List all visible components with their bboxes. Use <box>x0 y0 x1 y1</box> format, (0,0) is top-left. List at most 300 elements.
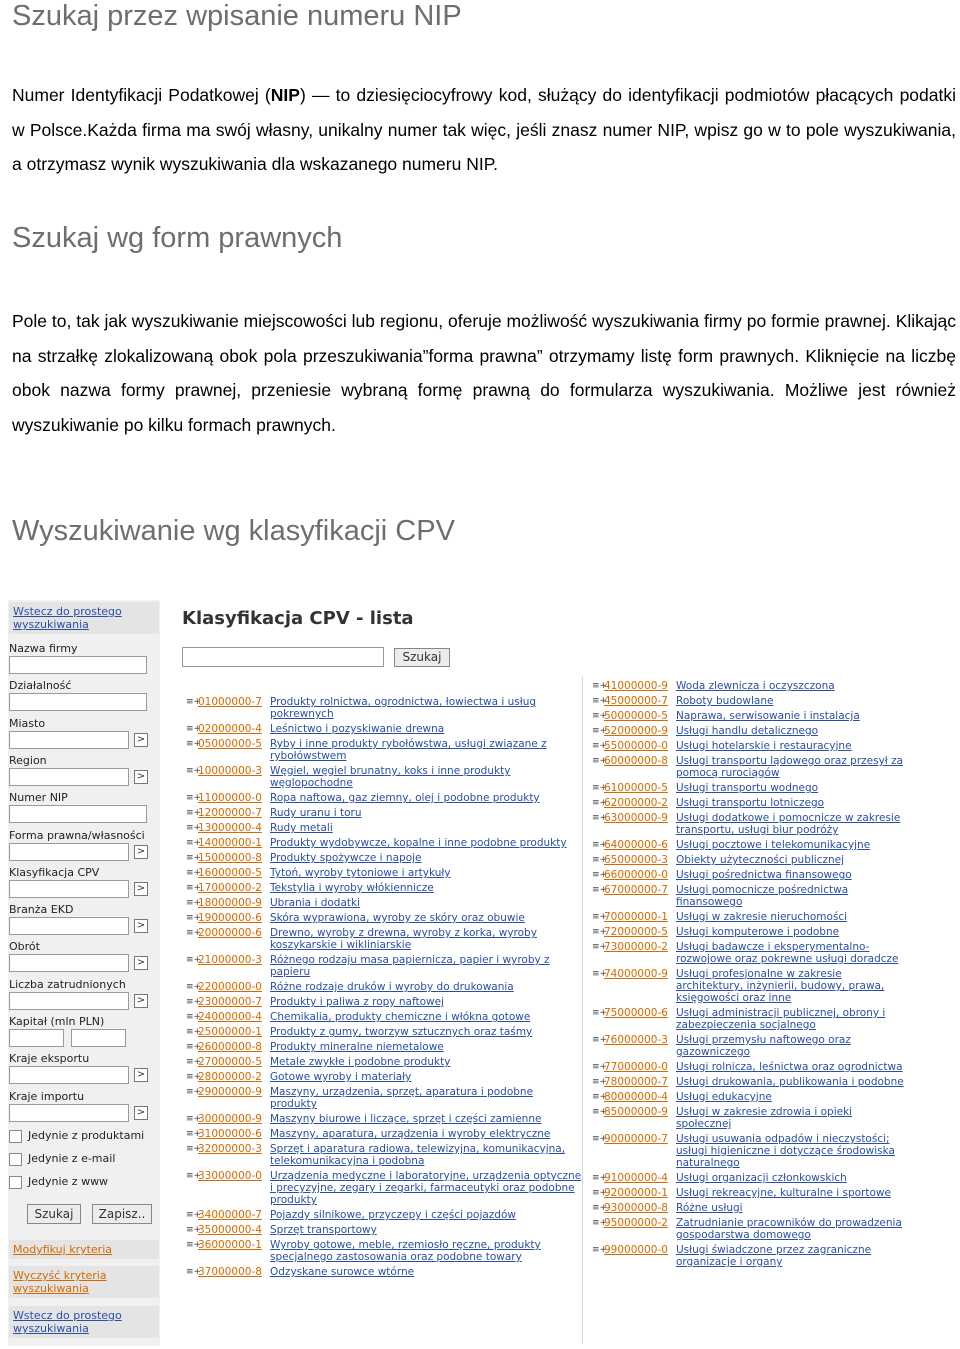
expand-icon[interactable]: ≡+ <box>592 840 608 850</box>
field-arrow-12[interactable]: > <box>134 1106 148 1120</box>
cpv-row <box>592 1034 910 1058</box>
cpv-description-link[interactable]: Usługi transportu wodnego <box>676 782 819 794</box>
expand-icon[interactable]: ≡+ <box>186 766 202 776</box>
cpv-description-link[interactable]: Węgiel, węgiel brunatny, koks i inne produkty węglopochodne <box>270 765 511 789</box>
field-arrow-8[interactable]: > <box>134 956 148 970</box>
expand-icon[interactable]: ≡+ <box>592 855 608 865</box>
cpv-description-link[interactable]: Maszyny, urządzenia, sprzęt, aparatura i podobne produkty <box>270 1086 534 1110</box>
cpv-row <box>592 1202 910 1214</box>
cpv-code-link[interactable]: 93000000-8 <box>604 1202 668 1214</box>
cpv-code-link[interactable]: 28000000-2 <box>198 1071 262 1083</box>
checkbox-2[interactable] <box>9 1176 22 1189</box>
expand-icon[interactable]: ≡+ <box>186 997 202 1007</box>
nip-paragraph-text-1: Numer Identyfikacji Podatkowej ( <box>12 85 271 105</box>
cpv-code-link[interactable]: 19000000-6 <box>198 912 262 924</box>
cpv-row <box>186 882 582 894</box>
cpv-description-link[interactable]: Różnego rodzaju masa papiernicza, papier i wyroby z papieru <box>270 954 550 978</box>
nip-paragraph <box>12 78 956 182</box>
cpv-description-link[interactable]: Produkty z gumy, tworzyw sztucznych oraz taśmy <box>270 1026 533 1038</box>
expand-icon[interactable]: ≡+ <box>186 1042 202 1052</box>
cpv-row <box>186 1056 582 1068</box>
cpv-row <box>186 1026 582 1038</box>
back-bottom-box <box>9 1306 159 1338</box>
cpv-description-link[interactable]: Usługi w zakresie zdrowia i opieki społecznej <box>676 1106 853 1130</box>
cpv-row <box>186 765 582 789</box>
search-sidebar <box>8 600 160 1346</box>
cpv-row <box>592 869 910 881</box>
cpv-row <box>592 1076 910 1088</box>
checkbox-label-1: Jedynie z e-mail <box>28 1152 116 1165</box>
cpv-description-link[interactable]: Produkty mineralne niemetalowe <box>270 1041 444 1053</box>
expand-icon[interactable]: ≡+ <box>186 1240 202 1250</box>
field-input-capital-max[interactable] <box>71 1029 126 1047</box>
expand-icon[interactable]: ≡+ <box>186 982 202 992</box>
cpv-description-link[interactable]: Tytoń, wyroby tytoniowe i artykuły <box>270 867 451 879</box>
cpv-description-link[interactable]: Sprzęt transportowy <box>270 1224 377 1236</box>
cpv-code-link[interactable]: 27000000-5 <box>198 1056 262 1068</box>
cpv-code-link[interactable]: 11000000-0 <box>198 792 262 804</box>
cpv-code-link[interactable]: 14000000-1 <box>198 837 262 849</box>
sidebar-save-button[interactable]: Zapisz.. <box>92 1204 152 1224</box>
field-input-12[interactable] <box>9 1104 129 1122</box>
expand-icon[interactable]: ≡+ <box>592 942 608 952</box>
field-input-8[interactable] <box>9 954 129 972</box>
cpv-row <box>186 867 582 879</box>
cpv-code-link[interactable]: 66000000-0 <box>604 869 668 881</box>
back-to-simple-search-link[interactable]: Wstecz do prostego wyszukiwania <box>13 605 122 631</box>
expand-icon[interactable]: ≡+ <box>592 711 608 721</box>
cpv-row <box>592 884 910 908</box>
cpv-code-link[interactable]: 78000000-7 <box>604 1076 668 1088</box>
field-label-12: Kraje importu <box>9 1089 85 1103</box>
expand-icon[interactable]: ≡+ <box>186 883 202 893</box>
expand-icon[interactable]: ≡+ <box>592 1062 608 1072</box>
expand-icon[interactable]: ≡+ <box>592 1134 608 1144</box>
cpv-row <box>186 1170 582 1206</box>
cpv-code-link[interactable]: 91000000-4 <box>604 1172 668 1184</box>
cpv-description-link[interactable]: Usługi pomocnicze pośrednictwa finansowego <box>676 884 849 908</box>
modify-criteria-link[interactable]: Modyfikuj kryteria <box>13 1243 112 1256</box>
cpv-row <box>592 1217 910 1241</box>
expand-icon[interactable]: ≡+ <box>592 1077 608 1087</box>
cpv-code-link[interactable]: 70000000-1 <box>604 911 668 923</box>
cpv-description-link[interactable]: Rudy metali <box>270 822 333 834</box>
expand-icon[interactable]: ≡+ <box>186 793 202 803</box>
cpv-code-link[interactable]: 17000000-2 <box>198 882 262 894</box>
cpv-description-link[interactable]: Usługi rekreacyjne, kulturalne i sportowe <box>676 1187 891 1199</box>
cpv-description-link[interactable]: Usługi w zakresie nieruchomości <box>676 911 848 923</box>
expand-icon[interactable]: ≡+ <box>186 1114 202 1124</box>
cpv-code-link[interactable]: 99000000-0 <box>604 1244 668 1256</box>
cpv-description-link[interactable]: Drewno, wyroby z drewna, wyroby z korka, wyroby koszykarskie i wikliniarskie <box>270 927 537 951</box>
field-arrow-9[interactable]: > <box>134 994 148 1008</box>
expand-icon[interactable]: ≡+ <box>592 1218 608 1228</box>
field-input-2[interactable] <box>9 731 129 749</box>
cpv-row <box>186 738 582 762</box>
field-label-2: Miasto <box>9 716 46 730</box>
cpv-code-link[interactable]: 63000000-9 <box>604 812 668 824</box>
cpv-code-link[interactable]: 31000000-6 <box>198 1128 262 1140</box>
cpv-row <box>186 1113 582 1125</box>
expand-icon[interactable]: ≡+ <box>592 741 608 751</box>
cpv-description-link[interactable]: Usługi handlu detalicznego <box>676 725 819 737</box>
field-input-6[interactable] <box>9 880 129 898</box>
cpv-code-link[interactable]: 12000000-7 <box>198 807 262 819</box>
expand-icon[interactable]: ≡+ <box>592 783 608 793</box>
cpv-code-link[interactable]: 30000000-9 <box>198 1113 262 1125</box>
field-arrow-5[interactable]: > <box>134 845 148 859</box>
expand-icon[interactable]: ≡+ <box>592 756 608 766</box>
expand-icon[interactable]: ≡+ <box>592 927 608 937</box>
cpv-row <box>592 926 910 938</box>
cpv-row <box>592 695 910 707</box>
field-input-10[interactable] <box>9 1029 64 1047</box>
cpv-description-link[interactable]: Usługi edukacyjne <box>676 1091 772 1103</box>
cpv-row <box>186 1128 582 1140</box>
cpv-code-link[interactable]: 29000000-9 <box>198 1086 262 1098</box>
cpv-description-link[interactable]: Produkty wydobywcze, kopalne i inne podobne produkty <box>270 837 567 849</box>
cpv-row <box>592 854 910 866</box>
expand-icon[interactable]: ≡+ <box>186 724 202 734</box>
expand-icon[interactable]: ≡+ <box>186 1072 202 1082</box>
field-input-9[interactable] <box>9 992 129 1010</box>
checkbox-0[interactable] <box>9 1130 22 1143</box>
cpv-code-link[interactable]: 10000000-3 <box>198 765 262 777</box>
cpv-row <box>592 782 910 794</box>
cpv-description-link[interactable]: Produkty rolnictwa, ogrodnictwa, łowiectwa i usług pokrewnych <box>270 696 537 720</box>
cpv-code-link[interactable]: 41000000-9 <box>604 680 668 692</box>
cpv-row <box>186 1224 582 1236</box>
field-input-0[interactable] <box>9 656 147 674</box>
expand-icon[interactable]: ≡+ <box>186 1057 202 1067</box>
cpv-code-link[interactable]: 45000000-7 <box>604 695 668 707</box>
field-label-5: Forma prawna/własności <box>9 828 145 842</box>
expand-icon[interactable]: ≡+ <box>592 1107 608 1117</box>
expand-icon[interactable]: ≡+ <box>592 1008 608 1018</box>
expand-icon[interactable]: ≡+ <box>186 955 202 965</box>
cpv-code-link[interactable]: 67000000-7 <box>604 884 668 896</box>
cpv-row <box>592 911 910 923</box>
checkbox-label-0: Jedynie z produktami <box>28 1129 145 1142</box>
field-label-10: Kapitał (mln PLN) <box>9 1015 105 1028</box>
cpv-code-link[interactable]: 34000000-7 <box>198 1209 262 1221</box>
cpv-description-link[interactable]: Usługi komputerowe i podobne <box>676 926 840 938</box>
expand-icon[interactable]: ≡+ <box>592 1092 608 1102</box>
cpv-description-link[interactable]: Roboty budowlane <box>676 695 774 707</box>
cpv-code-link[interactable]: 36000000-1 <box>198 1239 262 1251</box>
expand-icon[interactable]: ≡+ <box>186 1012 202 1022</box>
cpv-code-link[interactable]: 76000000-3 <box>604 1034 668 1046</box>
expand-icon[interactable]: ≡+ <box>186 823 202 833</box>
cpv-description-link[interactable]: Pojazdy silnikowe, przyczepy i części pojazdów <box>270 1209 516 1221</box>
cpv-description-link[interactable]: Produkty i paliwa z ropy naftowej <box>270 996 444 1008</box>
cpv-code-link[interactable]: 72000000-5 <box>604 926 668 938</box>
cpv-list-right <box>592 680 910 1271</box>
cpv-description-link[interactable]: Produkty spożywcze i napoje <box>270 852 422 864</box>
cpv-code-link[interactable]: 90000000-7 <box>604 1133 668 1145</box>
field-arrow-6[interactable]: > <box>134 882 148 896</box>
cpv-row <box>186 822 582 834</box>
cpv-code-link[interactable]: 61000000-5 <box>604 782 668 794</box>
cpv-description-link[interactable]: Usługi badawcze i eksperymentalno-rozwojowe oraz pokrewne usługi doradcze <box>676 941 899 965</box>
cpv-description-link[interactable]: Maszyny biurowe i liczące, sprzęt i części zamienne <box>270 1113 542 1125</box>
cpv-description-link[interactable]: Tekstylia i wyroby włókiennicze <box>270 882 434 894</box>
section-heading-nip: Szukaj przez wpisanie numeru NIP <box>12 0 462 32</box>
cpv-list-left <box>186 696 582 1281</box>
cpv-code-link[interactable]: 77000000-0 <box>604 1061 668 1073</box>
expand-icon[interactable]: ≡+ <box>186 697 202 707</box>
cpv-code-link[interactable]: 35000000-4 <box>198 1224 262 1236</box>
cpv-description-link[interactable]: Usługi dodatkowe i pomocnicze w zakresie transportu, usługi biur podróży <box>676 812 901 836</box>
nip-abbrev: NIP <box>270 85 300 105</box>
field-input-11[interactable] <box>9 1066 129 1084</box>
expand-icon[interactable]: ≡+ <box>186 838 202 848</box>
expand-icon[interactable]: ≡+ <box>592 969 608 979</box>
cpv-description-link[interactable]: Ubrania i dodatki <box>270 897 361 909</box>
field-input-4[interactable] <box>9 805 147 823</box>
cpv-description-link[interactable]: Usługi pośrednictwa finansowego <box>676 869 852 881</box>
cpv-code-link[interactable]: 60000000-8 <box>604 755 668 767</box>
field-input-1[interactable] <box>9 693 147 711</box>
cpv-description-link[interactable]: Woda zlewnicza i oczyszczona <box>676 680 835 692</box>
cpv-row <box>592 812 910 836</box>
cpv-description-link[interactable]: Rudy uranu i toru <box>270 807 362 819</box>
cpv-row <box>186 897 582 909</box>
cpv-code-link[interactable]: 18000000-9 <box>198 897 262 909</box>
cpv-code-link[interactable]: 80000000-4 <box>604 1091 668 1103</box>
expand-icon[interactable]: ≡+ <box>186 853 202 863</box>
cpv-description-link[interactable]: Usługi rolnicza, leśnictwa oraz ogrodnictwa <box>676 1061 903 1073</box>
cpv-row <box>592 968 910 1004</box>
cpv-description-link[interactable]: Usługi hotelarskie i restauracyjne <box>676 740 852 752</box>
cpv-description-link[interactable]: Usługi transportu lotniczego <box>676 797 825 809</box>
cpv-description-link[interactable]: Usługi profesjonalne w zakresie architektury, inżynierii, budowy, prawa, księgowości oraz inne <box>676 968 885 1004</box>
cpv-description-link[interactable]: Odzyskane surowce wtórne <box>270 1266 415 1278</box>
section-heading-cpv: Wyszukiwanie wg klasyfikacji CPV <box>12 515 455 547</box>
expand-icon[interactable]: ≡+ <box>592 1188 608 1198</box>
expand-icon[interactable]: ≡+ <box>592 885 608 895</box>
clear-box <box>9 1266 159 1298</box>
nip-paragraph-text-2: ) — to dziesięciocyfrowy kod, służący do identyfikacji podmiotów płacących podatki w Polsce.Każda firma ma swój własny, unikalny numer tak więc, jeśli znasz numer NIP, wpisz go w to pole wyszukiwania, a otrzymasz wynik wyszukiwania dla wskazanego numeru NIP. <box>12 85 956 174</box>
cpv-code-link[interactable]: 23000000-7 <box>198 996 262 1008</box>
expand-icon[interactable]: ≡+ <box>186 1129 202 1139</box>
cpv-description-link[interactable]: Metale zwykłe i podobne produkty <box>270 1056 451 1068</box>
expand-icon[interactable]: ≡+ <box>186 928 202 938</box>
field-label-8: Obrót <box>9 940 40 954</box>
cpv-description-link[interactable]: Usługi świadczone przez zagraniczne organizacje i organy <box>676 1244 872 1268</box>
cpv-description-link[interactable]: Chemikalia, produkty chemiczne i włókna gotowe <box>270 1011 531 1023</box>
cpv-description-link[interactable]: Skóra wyprawiona, wyroby ze skóry oraz obuwie <box>270 912 525 924</box>
field-label-11: Kraje eksportu <box>9 1052 90 1066</box>
cpv-row <box>186 996 582 1008</box>
cpv-row <box>186 696 582 720</box>
cpv-row <box>186 1143 582 1167</box>
cpv-row <box>186 1266 582 1278</box>
cpv-row <box>592 1007 910 1031</box>
legal-form-paragraph: Pole to, tak jak wyszukiwanie miejscowości lub regionu, oferuje możliwość wyszukiwania firmy po formie prawnej. Klikając na strzałkę zlokalizowaną obok pola przeszukiwania”forma prawna” otrzymamy listę form prawnych. Kliknięcie na liczbę obok nazwa formy prawnej, przeniesie wybraną formę prawną do formularza wyszukiwania. Możliwe jest również wyszukiwanie po kilku formach prawnych. <box>12 311 956 435</box>
cpv-code-link[interactable]: 22000000-0 <box>198 981 262 993</box>
field-label-4: Numer NIP <box>9 791 68 805</box>
cpv-row <box>592 740 910 752</box>
expand-icon[interactable]: ≡+ <box>186 1267 202 1277</box>
cpv-code-link[interactable]: 33000000-0 <box>198 1170 262 1182</box>
cpv-search-button[interactable]: Szukaj <box>394 648 450 667</box>
expand-icon[interactable]: ≡+ <box>186 868 202 878</box>
cpv-code-link[interactable]: 55000000-0 <box>604 740 668 752</box>
cpv-description-link[interactable]: Usługi pocztowe i telekomunikacyjne <box>676 839 871 851</box>
expand-icon[interactable]: ≡+ <box>592 1245 608 1255</box>
cpv-code-link[interactable]: 16000000-5 <box>198 867 262 879</box>
cpv-code-link[interactable]: 25000000-1 <box>198 1026 262 1038</box>
cpv-row <box>592 797 910 809</box>
cpv-row <box>592 755 910 779</box>
cpv-row <box>186 954 582 978</box>
cpv-row <box>186 1239 582 1263</box>
checkbox-1[interactable] <box>9 1153 22 1166</box>
field-arrow-11[interactable]: > <box>134 1068 148 1082</box>
cpv-code-link[interactable]: 37000000-8 <box>198 1266 262 1278</box>
cpv-code-link[interactable]: 75000000-6 <box>604 1007 668 1019</box>
cpv-description-link[interactable]: Zatrudnianie pracowników do prowadzenia gospodarstwa domowego <box>676 1217 902 1241</box>
expand-icon[interactable]: ≡+ <box>592 912 608 922</box>
field-label-1: Działalność <box>9 679 72 693</box>
cpv-description-link[interactable]: Usługi przemysłu naftowego oraz gazowniczego <box>676 1034 851 1058</box>
cpv-screenshot <box>8 600 912 1346</box>
cpv-code-link[interactable]: 26000000-8 <box>198 1041 262 1053</box>
cpv-code-link[interactable]: 02000000-4 <box>198 723 262 735</box>
cpv-description-link[interactable]: Usługi administracji publicznej, obrony i zabezpieczenia socjalnego <box>676 1007 886 1031</box>
field-arrow-2[interactable]: > <box>134 733 148 747</box>
cpv-description-link[interactable]: Sprzęt i aparatura radiowa, telewizyjna, komunikacyjna, telekomunikacyjna i podobna <box>270 1143 566 1167</box>
cpv-description-link[interactable]: Usługi drukowania, publikowania i podobne <box>676 1076 904 1088</box>
cpv-row <box>186 792 582 804</box>
cpv-description-link[interactable]: Urządzenia medyczne i laboratoryjne, urządzenia optyczne i precyzyjne, zegary i zegarki, farmaceutyki oraz podobne produkty <box>270 1170 582 1206</box>
cpv-row <box>186 852 582 864</box>
field-input-7[interactable] <box>9 917 129 935</box>
cpv-code-link[interactable]: 15000000-8 <box>198 852 262 864</box>
cpv-code-link[interactable]: 95000000-2 <box>604 1217 668 1229</box>
expand-icon[interactable]: ≡+ <box>186 1087 202 1097</box>
cpv-code-link[interactable]: 01000000-7 <box>198 696 262 708</box>
cpv-description-link[interactable]: Usługi organizacji członkowskich <box>676 1172 847 1184</box>
cpv-row <box>592 725 910 737</box>
back-to-simple-box <box>9 602 159 634</box>
expand-icon[interactable]: ≡+ <box>186 1171 202 1181</box>
cpv-row <box>186 912 582 924</box>
cpv-description-link[interactable]: Ropa naftowa, gaz ziemny, olej i podobne produkty <box>270 792 540 804</box>
sidebar-search-button[interactable]: Szukaj <box>27 1204 81 1224</box>
cpv-description-link[interactable]: Usługi usuwania odpadów i nieczystości; usługi higieniczne i dotyczące środowiska naturalnego <box>676 1133 895 1169</box>
cpv-code-link[interactable]: 73000000-2 <box>604 941 668 953</box>
cpv-code-link[interactable]: 92000000-1 <box>604 1187 668 1199</box>
cpv-description-link[interactable]: Maszyny, aparatura, urządzenia i wyroby elektryczne <box>270 1128 551 1140</box>
expand-icon[interactable]: ≡+ <box>186 1225 202 1235</box>
cpv-code-link[interactable]: 52000000-9 <box>604 725 668 737</box>
field-arrow-7[interactable]: > <box>134 919 148 933</box>
cpv-code-link[interactable]: 21000000-3 <box>198 954 262 966</box>
column-divider <box>582 676 583 1344</box>
expand-icon[interactable]: ≡+ <box>186 898 202 908</box>
cpv-description-link[interactable]: Leśnictwo i pozyskiwanie drewna <box>270 723 445 735</box>
cpv-row <box>592 1187 910 1199</box>
checkbox-label-2: Jedynie z www <box>28 1175 109 1188</box>
cpv-row <box>186 1209 582 1221</box>
cpv-row <box>186 927 582 951</box>
cpv-code-link[interactable]: 65000000-3 <box>604 854 668 866</box>
expand-icon[interactable]: ≡+ <box>186 1210 202 1220</box>
cpv-code-link[interactable]: 20000000-6 <box>198 927 262 939</box>
cpv-row <box>592 1061 910 1073</box>
expand-icon[interactable]: ≡+ <box>592 696 608 706</box>
cpv-row <box>592 1172 910 1184</box>
field-label-6: Klasyfikacja CPV <box>9 865 100 879</box>
cpv-code-link[interactable]: 74000000-9 <box>604 968 668 980</box>
cpv-row <box>592 1091 910 1103</box>
expand-icon[interactable]: ≡+ <box>186 808 202 818</box>
field-input-3[interactable] <box>9 768 129 786</box>
cpv-code-link[interactable]: 85000000-9 <box>604 1106 668 1118</box>
cpv-search-input[interactable] <box>182 647 384 667</box>
cpv-code-link[interactable]: 05000000-5 <box>198 738 262 750</box>
expand-icon[interactable]: ≡+ <box>592 1203 608 1213</box>
cpv-description-link[interactable]: Wyroby gotowe, meble, rzemiosło ręczne, produkty specjalnego zastosowania oraz podobne towary <box>270 1239 541 1263</box>
expand-icon[interactable]: ≡+ <box>592 1035 608 1045</box>
expand-icon[interactable]: ≡+ <box>592 813 608 823</box>
cpv-code-link[interactable]: 24000000-4 <box>198 1011 262 1023</box>
cpv-row <box>186 837 582 849</box>
cpv-description-link[interactable]: Naprawa, serwisowanie i instalacja <box>676 710 860 722</box>
expand-icon[interactable]: ≡+ <box>592 870 608 880</box>
cpv-code-link[interactable]: 50000000-5 <box>604 710 668 722</box>
expand-icon[interactable]: ≡+ <box>186 1144 202 1154</box>
cpv-row <box>186 1011 582 1023</box>
cpv-row <box>592 710 910 722</box>
cpv-description-link[interactable]: Różne rodzaje druków i wyroby do drukowania <box>270 981 514 993</box>
cpv-description-link[interactable]: Różne usługi <box>676 1202 743 1214</box>
cpv-description-link[interactable]: Obiekty użyteczności publicznej <box>676 854 845 866</box>
clear-criteria-link[interactable]: Wyczyść kryteria wyszukiwania <box>13 1269 107 1295</box>
cpv-row <box>186 723 582 735</box>
expand-icon[interactable]: ≡+ <box>186 913 202 923</box>
field-arrow-3[interactable]: > <box>134 770 148 784</box>
cpv-description-link[interactable]: Usługi transportu lądowego oraz przesył za pomocą rurociągów <box>676 755 904 779</box>
cpv-code-link[interactable]: 64000000-6 <box>604 839 668 851</box>
cpv-code-link[interactable]: 32000000-3 <box>198 1143 262 1155</box>
field-label-3: Region <box>9 753 47 767</box>
back-to-simple-search-link-bottom[interactable]: Wstecz do prostego wyszukiwania <box>13 1309 122 1335</box>
cpv-code-link[interactable]: 13000000-4 <box>198 822 262 834</box>
cpv-list-title: Klasyfikacja CPV - lista <box>182 608 414 629</box>
field-label-0: Nazwa firmy <box>9 642 78 655</box>
expand-icon[interactable]: ≡+ <box>592 1173 608 1183</box>
cpv-row <box>592 1133 910 1169</box>
cpv-description-link[interactable]: Gotowe wyroby i materiały <box>270 1071 412 1083</box>
cpv-row <box>592 1244 910 1268</box>
expand-icon[interactable]: ≡+ <box>592 798 608 808</box>
cpv-row <box>186 981 582 993</box>
cpv-main-panel <box>178 600 912 1346</box>
cpv-code-link[interactable]: 62000000-2 <box>604 797 668 809</box>
expand-icon[interactable]: ≡+ <box>186 739 202 749</box>
cpv-row <box>592 839 910 851</box>
expand-icon[interactable]: ≡+ <box>186 1027 202 1037</box>
expand-icon[interactable]: ≡+ <box>592 726 608 736</box>
field-label-9: Liczba zatrudnionych <box>9 977 126 991</box>
field-input-5[interactable] <box>9 843 129 861</box>
expand-icon[interactable]: ≡+ <box>592 681 608 691</box>
cpv-description-link[interactable]: Ryby i inne produkty rybołówstwa, usługi związane z rybołówstwem <box>270 738 547 762</box>
modify-box <box>9 1240 159 1259</box>
